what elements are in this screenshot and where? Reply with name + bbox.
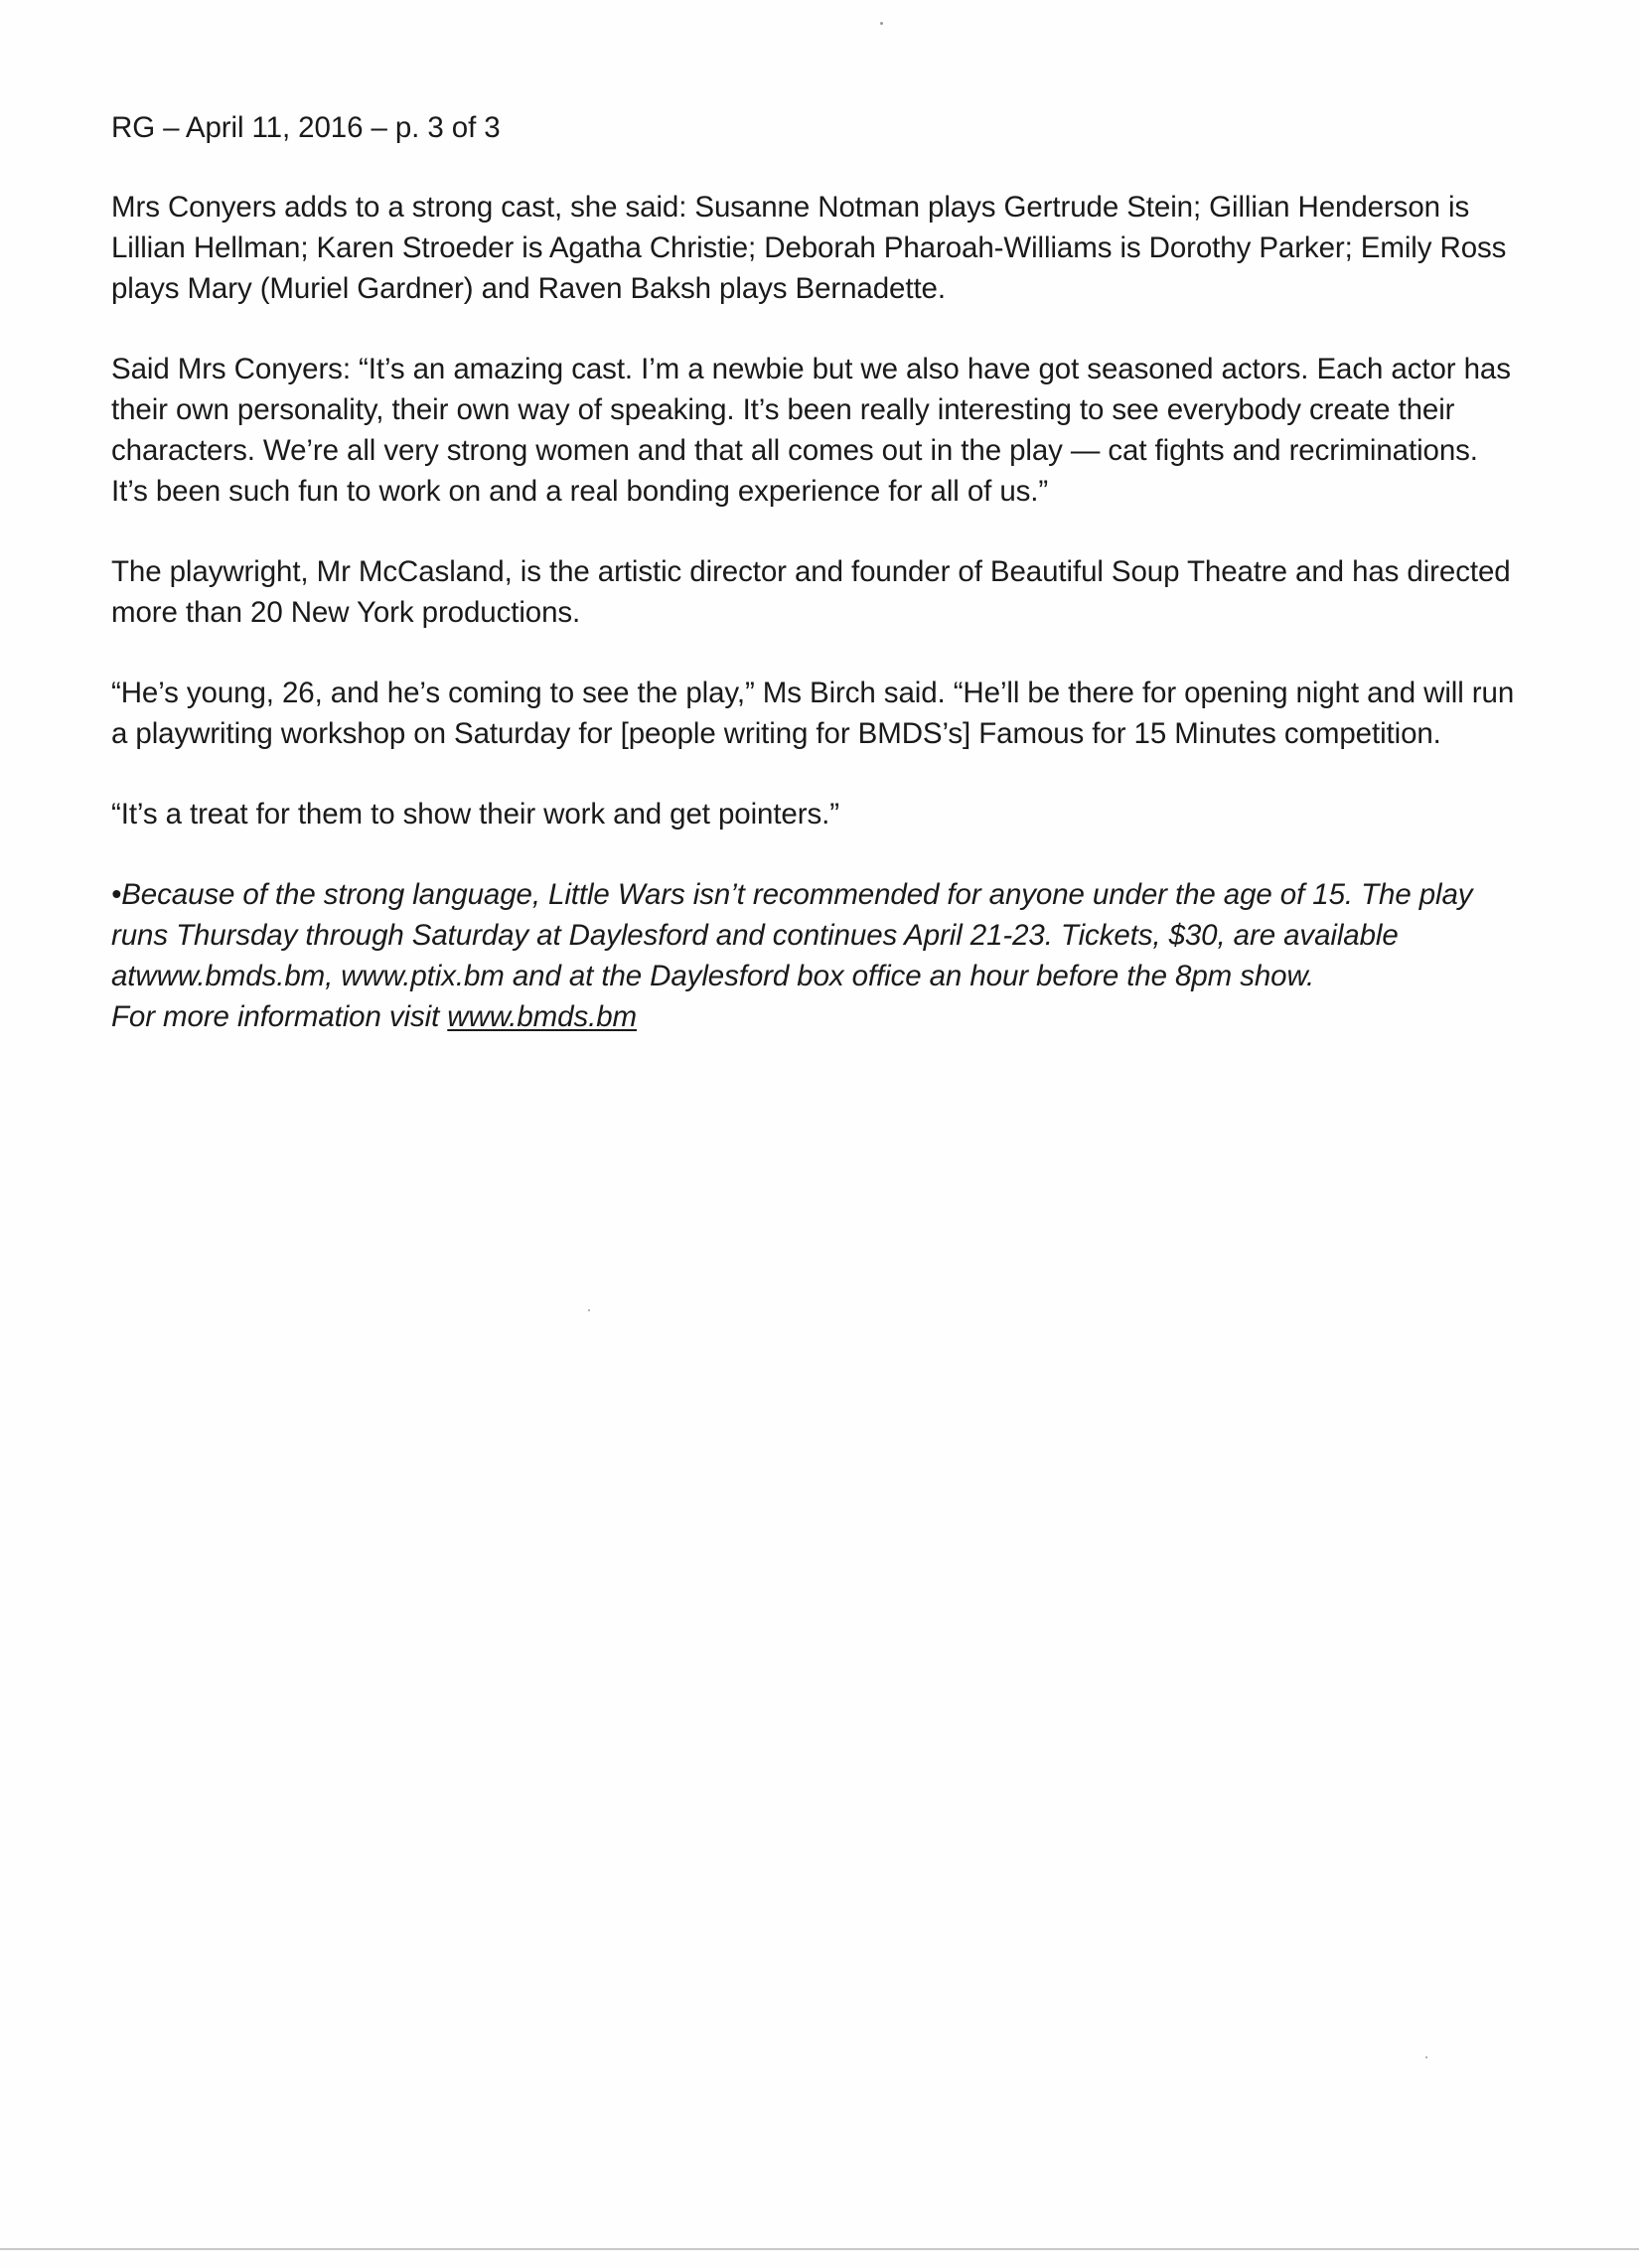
more-info-prefix: For more information visit bbox=[111, 1000, 448, 1033]
paragraph-quote-conyers: Said Mrs Conyers: “It’s an amazing cast. I’m a newbie but we also have got seasoned actors. Each actor has their own personality, their own way of speaking. It’s been really interesting to see everybody create their characters. We’re all very strong women and that all comes out in the play — cat fights and recriminations. It’s been such fun to work on and a real bonding experience for all of us.” bbox=[111, 353, 1511, 508]
paragraph-playwright: The playwright, Mr McCasland, is the artistic director and founder of Beautiful Soup Theatre and has directed more than 20 New York productions. bbox=[111, 555, 1511, 629]
ticket-note: •Because of the strong language, Little Wars isn’t recommended for anyone under the age of 15. The play runs Thursday through Saturday at Daylesford and continues April 21-23. Tickets, $30, are available atwww.bmds.bm, www.ptix.bm and at the Daylesford box office an hour before the 8pm show. bbox=[111, 878, 1473, 992]
scan-bottom-edge bbox=[0, 2248, 1639, 2250]
scan-speck bbox=[880, 22, 883, 25]
scan-speck bbox=[588, 1309, 590, 1311]
more-info-line bbox=[111, 996, 1522, 1037]
paragraph-quote-birch: “He’s young, 26, and he’s coming to see the play,” Ms Birch said. “He’ll be there for opening night and will run a playwriting workshop on Saturday for [people writing for BMDS’s] Famous for 15 Minutes competition. bbox=[111, 677, 1515, 750]
paragraph-cast: Mrs Conyers adds to a strong cast, she said: Susanne Notman plays Gertrude Stein; Gillian Henderson is Lillian Hellman; Karen Stroeder is Agatha Christie; Deborah Pharoah-Williams is Dorothy Parker; Emily Ross plays Mary (Muriel Gardner) and Raven Baksh plays Bernadette. bbox=[111, 191, 1507, 305]
website-link[interactable]: www.bmds.bm bbox=[447, 1000, 637, 1033]
document-body bbox=[111, 107, 1522, 1037]
page-header: RG – April 11, 2016 – p. 3 of 3 bbox=[111, 111, 501, 144]
scan-speck bbox=[1425, 2056, 1427, 2058]
paragraph-treat: “It’s a treat for them to show their work and get pointers.” bbox=[111, 798, 839, 831]
